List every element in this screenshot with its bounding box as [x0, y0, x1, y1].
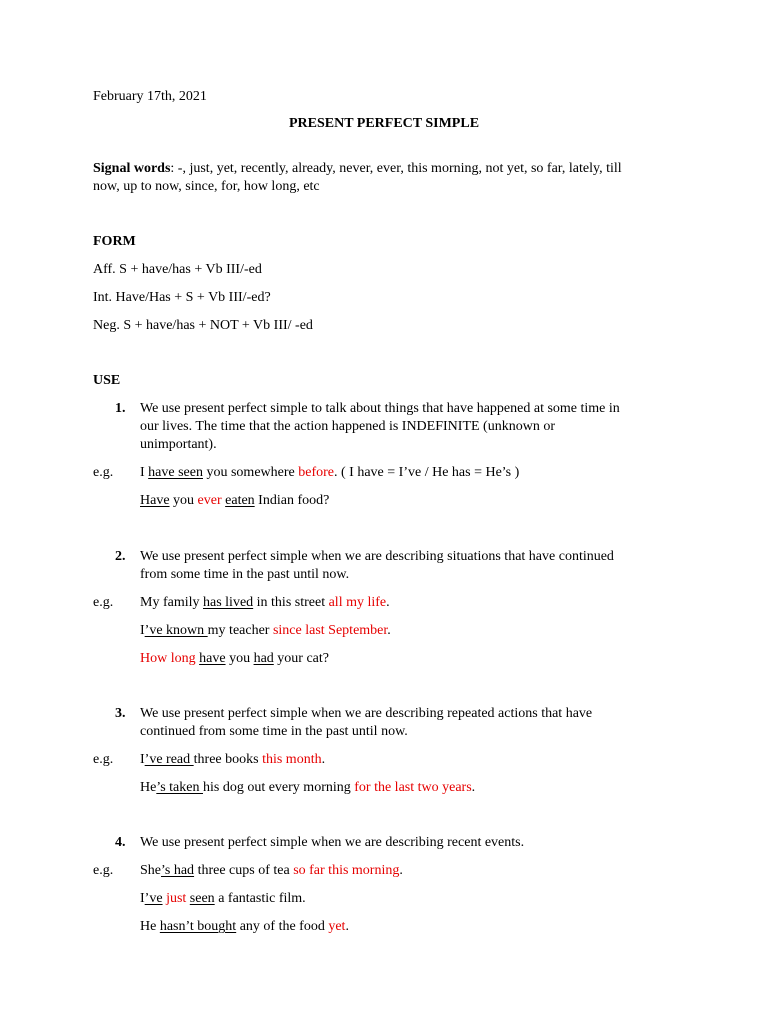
verb-phrase: ’ve read	[144, 752, 194, 767]
verb-phrase: had	[253, 651, 274, 666]
example-label: e.g.	[93, 863, 114, 878]
example-sentence	[140, 779, 475, 797]
sentence-text: .	[387, 623, 391, 638]
verb-phrase: Have	[140, 493, 170, 508]
verb-phrase: eaten	[225, 493, 255, 508]
example-sentence	[140, 622, 391, 640]
sentence-text: a fantastic film.	[214, 891, 306, 906]
example-sentence	[140, 862, 403, 880]
time-expression: yet	[328, 919, 346, 934]
sentence-text: in this street	[253, 595, 329, 610]
sentence-text: He	[140, 780, 157, 795]
sentence-text: you	[225, 651, 254, 666]
sentence-text: I	[140, 752, 145, 767]
sentence-text: My family	[140, 595, 203, 610]
rule-number: 4.	[115, 835, 126, 850]
document-date: February 17th, 2021	[93, 89, 207, 104]
example-sentence	[140, 594, 390, 612]
time-expression: just	[166, 891, 187, 906]
rule-text-line: We use present perfect simple to talk about things that have happened at some time in	[140, 401, 620, 416]
example-label: e.g.	[93, 752, 114, 767]
sentence-text: He	[140, 919, 160, 934]
form-affirmative: Aff. S + have/has + Vb III/-ed	[93, 262, 262, 277]
sentence-text: any of the food	[236, 919, 329, 934]
sentence-text: .	[386, 595, 390, 610]
document-title: PRESENT PERFECT SIMPLE	[288, 116, 480, 131]
example-sentence	[140, 751, 325, 769]
sentence-text: .	[471, 780, 476, 795]
sentence-text: I	[140, 623, 145, 638]
time-expression: so far this morning	[293, 863, 400, 878]
verb-phrase: has lived	[203, 595, 254, 610]
verb-phrase: have seen	[148, 465, 203, 480]
rule-number: 3.	[115, 706, 126, 721]
signal-words-label: Signal words	[93, 161, 171, 176]
time-expression: ever	[197, 493, 222, 508]
rule-text-line: We use present perfect simple when we are describing situations that have continued	[140, 549, 614, 564]
rule-number: 2.	[115, 549, 126, 564]
time-expression: since last September	[272, 623, 388, 638]
example-label: e.g.	[93, 595, 114, 610]
sentence-text: three cups of tea	[194, 863, 294, 878]
example-sentence	[140, 918, 349, 936]
example-sentence	[140, 890, 306, 908]
rule-text-line: unimportant).	[140, 437, 217, 452]
form-heading: FORM	[93, 234, 136, 249]
example-sentence	[140, 650, 329, 668]
sentence-text: three books	[193, 752, 263, 767]
signal-words-line-2: now, up to now, since, for, how long, etc	[93, 179, 320, 194]
rule-text-line: from some time in the past until now.	[140, 567, 350, 582]
sentence-text: Indian food?	[254, 493, 330, 508]
form-interrogative: Int. Have/Has + S + Vb III/-ed?	[93, 290, 271, 305]
rule-text-line: our lives. The time that the action happened is INDEFINITE (unknown or	[140, 419, 555, 434]
sentence-text: my teacher	[207, 623, 273, 638]
sentence-text: .	[321, 752, 326, 767]
sentence-text: his dog out every morning	[202, 780, 355, 795]
time-expression: this month	[262, 752, 322, 767]
time-expression: for the last two years	[354, 780, 472, 795]
time-expression: before	[298, 465, 335, 480]
verb-phrase: seen	[189, 891, 215, 906]
example-sentence	[140, 492, 329, 510]
signal-words-line-1	[93, 160, 622, 178]
rule-number: 1.	[115, 401, 126, 416]
time-expression: How long	[140, 651, 196, 666]
verb-phrase: ’s had	[161, 863, 195, 878]
verb-phrase: have	[199, 651, 226, 666]
example-sentence	[140, 464, 519, 482]
sentence-text: She	[140, 863, 161, 878]
sentence-text: you	[169, 493, 198, 508]
verb-phrase: hasn’t bought	[159, 919, 237, 934]
verb-phrase: ’s taken	[156, 780, 203, 795]
signal-words-list: : -, just, yet, recently, already, never, ever, this morning, not yet, so far, lately, till	[170, 161, 622, 176]
rule-text-line: continued from some time in the past until now.	[140, 724, 408, 739]
sentence-text: you somewhere	[202, 465, 299, 480]
sentence-text: .	[399, 863, 403, 878]
verb-phrase: ’ve	[144, 891, 163, 906]
example-label: e.g.	[93, 465, 114, 480]
verb-phrase: ’ve known	[144, 623, 208, 638]
time-expression: all my life	[328, 595, 387, 610]
sentence-text: your cat?	[273, 651, 329, 666]
sentence-text: I	[140, 465, 149, 480]
sentence-text: . ( I have = I’ve / He has = He’s )	[334, 465, 520, 480]
rule-text-line: We use present perfect simple when we are describing repeated actions that have	[140, 706, 593, 721]
rule-text-line: We use present perfect simple when we are describing recent events.	[140, 835, 525, 850]
sentence-text: .	[345, 919, 349, 934]
sentence-text: I	[140, 891, 145, 906]
form-negative: Neg. S + have/has + NOT + Vb III/ -ed	[93, 318, 313, 333]
use-heading: USE	[93, 373, 121, 388]
